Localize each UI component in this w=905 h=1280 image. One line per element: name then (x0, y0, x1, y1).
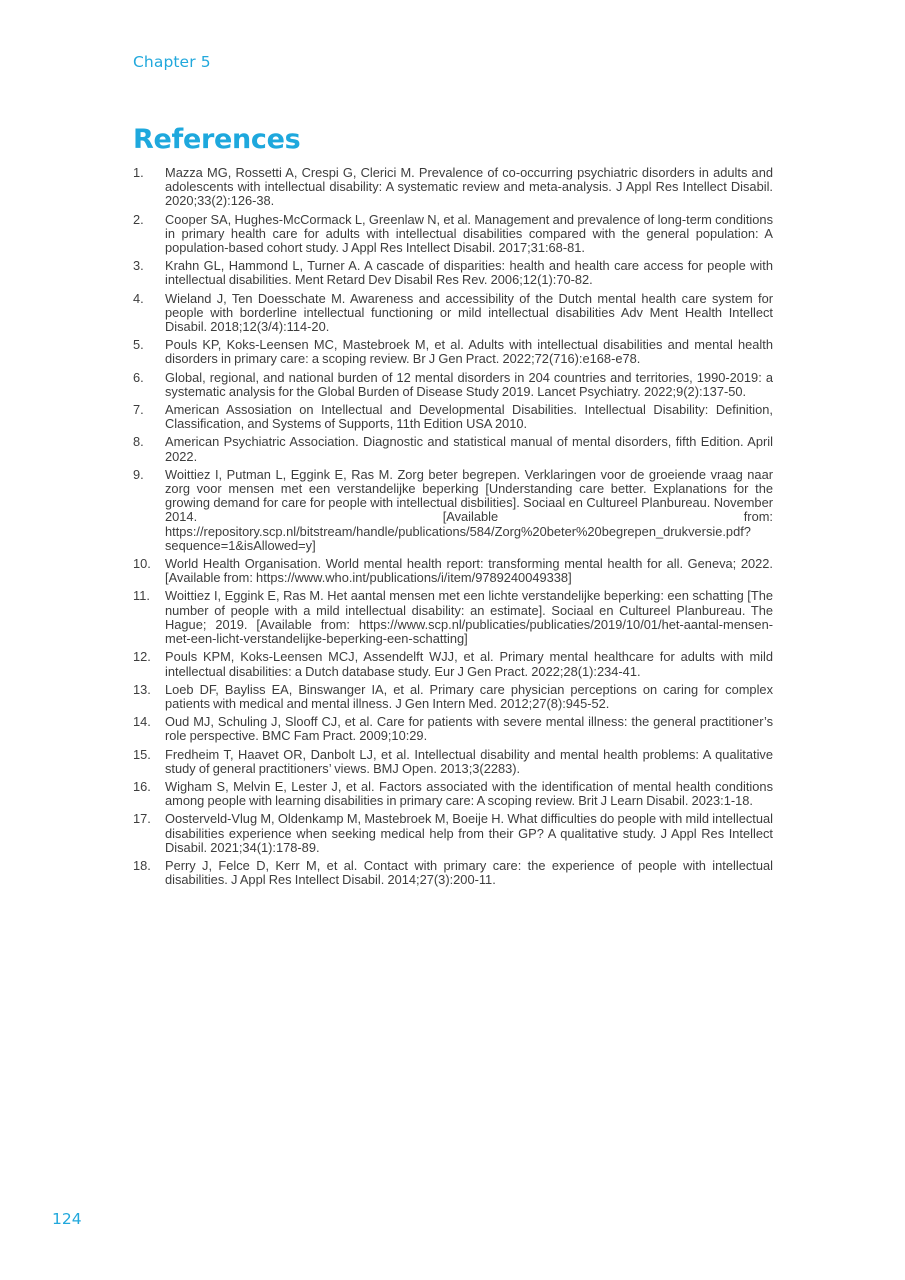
reference-number: 18. (133, 857, 151, 873)
reference-number: 1. (133, 165, 144, 180)
reference-item (133, 812, 773, 855)
reference-item (133, 748, 773, 776)
reference-number: 17. (133, 811, 151, 827)
reference-list (133, 166, 773, 891)
reference-item (133, 715, 773, 743)
reference-number: 16. (133, 778, 151, 794)
reference-item (133, 589, 773, 646)
reference-text: American Assosiation on Intellectual and Developmental Disabilities. Intellectual Disability: Definition, Classification, and Systems of Supports, 11th Edition USA 2010. (165, 402, 773, 432)
reference-item (133, 435, 773, 463)
reference-item (133, 557, 773, 585)
reference-text: Pouls KPM, Koks-Leensen MCJ, Assendelft WJJ, et al. Primary mental healthcare for adults with mild intellectual disabilities: a Dutch database study. Eur J Gen Pract. 2022;28(1):234-41. (165, 649, 773, 679)
reference-item (133, 780, 773, 808)
reference-text: Woittiez I, Putman L, Eggink E, Ras M. Zorg beter begrepen. Verklaringen voor de groeiende vraag naar zorg voor mensen met een verstandelijke beperking [Understanding care better. Explanations for the growing demand for care for people with intellectual disbilities]. Sociaal en Cultureel Planbureau. November 2014. [Available from: https://repository.scp.nl/bitstream/handle/publications/584/Zorg%20beter%20begrepen_drukversie.pdf?sequence=1&isAllowed=y] (165, 466, 773, 553)
reference-text: Woittiez I, Eggink E, Ras M. Het aantal mensen met een lichte verstandelijke beperking: een schatting [The number of people with a mild intellectual disability: an estimate]. Sociaal en Cultureel Planbureau. The Hague; 2019. [Available from: https://www.scp.nl/publicaties/publicaties/2019/10/01/het-aantal-mensen-met-een-licht-verstandelijke-beperking-een-schatting] (165, 588, 773, 647)
reference-item (133, 213, 773, 256)
reference-item (133, 166, 773, 209)
reference-item (133, 468, 773, 553)
reference-text: Wigham S, Melvin E, Lester J, et al. Factors associated with the identification of mental health conditions among people with learning disabilities in primary care: A scoping review. Brit J Learn Disabil. 2023:1-18. (165, 778, 773, 809)
reference-number: 9. (133, 466, 144, 482)
reference-item (133, 292, 773, 335)
reference-number: 3. (133, 258, 144, 274)
reference-text: Wieland J, Ten Doesschate M. Awareness and accessibility of the Dutch mental health care system for people with borderline intellectual functioning or mild intellectual disabilities Adv Ment Health Intellect Disabil. 2018;12(3/4):114-20. (165, 290, 773, 335)
reference-number: 7. (133, 402, 144, 418)
reference-number: 2. (133, 211, 144, 227)
reference-item (133, 683, 773, 711)
reference-number: 15. (133, 746, 151, 762)
reference-number: 10. (133, 556, 151, 572)
reference-text: Global, regional, and national burden of 12 mental disorders in 204 countries and territories, 1990-2019: a systematic analysis for the Global Burden of Disease Study 2019. Lancet Psychiatry. 2022;9(2):137-50. (165, 369, 773, 399)
page-number: 124 (52, 1210, 82, 1228)
reference-number: 13. (133, 681, 151, 697)
reference-text: Perry J, Felce D, Kerr M, et al. Contact with primary care: the experience of people with intellectual disabilities. J Appl Res Intellect Disabil. 2014;27(3):200-11. (165, 857, 773, 888)
reference-number: 8. (133, 434, 144, 450)
reference-number: 12. (133, 649, 151, 665)
reference-item (133, 338, 773, 366)
section-title: References (133, 124, 301, 155)
reference-item (133, 859, 773, 887)
reference-text: Mazza MG, Rossetti A, Crespi G, Clerici M. Prevalence of co-occurring psychiatric disorders in adults and adolescents with intellectual disability: A systematic review and meta-analysis. J Appl Res Intellect Disabil. 2020;33(2):126-38. (165, 165, 773, 209)
reference-text: Krahn GL, Hammond L, Turner A. A cascade of disparities: health and health care access for people with intellectual disabilities. Ment Retard Dev Disabil Res Rev. 2006;12(1):70-82. (165, 258, 773, 288)
reference-number: 6. (133, 369, 144, 385)
reference-item (133, 403, 773, 431)
reference-number: 5. (133, 337, 144, 353)
reference-number: 4. (133, 290, 144, 306)
reference-item (133, 650, 773, 678)
reference-text: Oosterveld-Vlug M, Oldenkamp M, Mastebroek M, Boeije H. What difficulties do people with mild intellectual disabilities experience when seeking medical help from their GP? A qualitative study. J Appl Res Intellect Disabil. 2021;34(1):178-89. (165, 811, 773, 855)
reference-number: 11. (133, 588, 150, 604)
reference-text: American Psychiatric Association. Diagnostic and statistical manual of mental disorders, fifth Edition. April 2022. (165, 434, 773, 464)
reference-item (133, 259, 773, 287)
reference-text: Loeb DF, Bayliss EA, Binswanger IA, et al. Primary care physician perceptions on caring for complex patients with medical and mental illness. J Gen Intern Med. 2012;27(8):945-52. (165, 681, 773, 711)
reference-number: 14. (133, 714, 151, 730)
reference-text: Pouls KP, Koks-Leensen MC, Mastebroek M, et al. Adults with intellectual disabilities and mental health disorders in primary care: a scoping review. Br J Gen Pract. 2022;72(716):e168-e78. (165, 337, 773, 367)
running-head: Chapter 5 (133, 53, 211, 71)
reference-text: Oud MJ, Schuling J, Slooff CJ, et al. Care for patients with severe mental illness: the general practitioner’s role perspective. BMC Fam Pract. 2009;10:29. (165, 714, 773, 744)
reference-item (133, 371, 773, 399)
reference-text: Fredheim T, Haavet OR, Danbolt LJ, et al. Intellectual disability and mental health problems: A qualitative study of general practitioners’ views. BMJ Open. 2013;3(2283). (165, 746, 773, 776)
reference-text: Cooper SA, Hughes-McCormack L, Greenlaw N, et al. Management and prevalence of long-term conditions in primary health care for adults with intellectual disabilities compared with the general population: A population-based cohort study. J Appl Res Intellect Disabil. 2017;31:68-81. (165, 211, 773, 256)
reference-text: World Health Organisation. World mental health report: transforming mental health for all. Geneva; 2022. [Available from: https://www.who.int/publications/i/item/9789240049338] (165, 556, 773, 586)
